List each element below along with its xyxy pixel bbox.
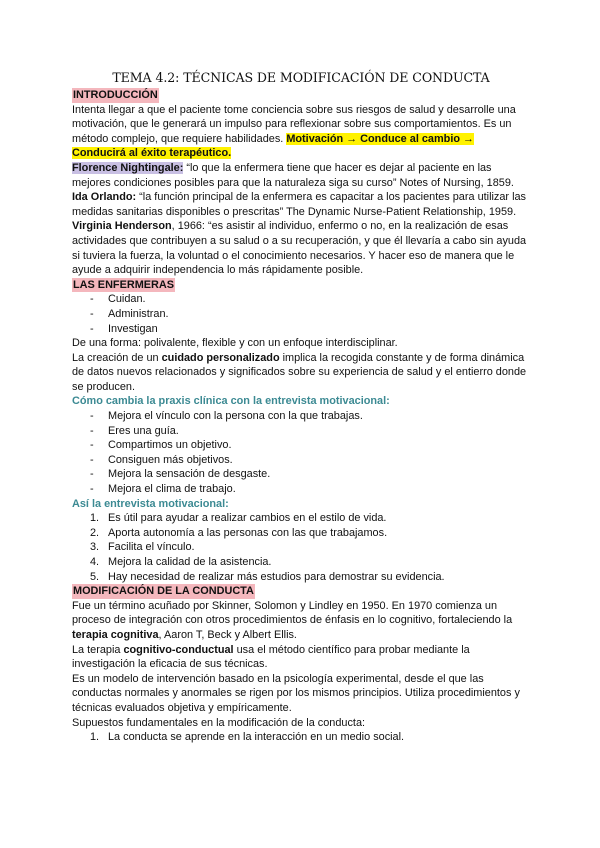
modification-section — [72, 584, 530, 745]
assumptions-list — [72, 730, 530, 745]
care-pre: La creación de un — [72, 351, 162, 364]
nurses-section — [72, 278, 530, 395]
interview-list — [72, 511, 530, 584]
list-item — [72, 526, 530, 541]
list-item — [72, 730, 530, 745]
praxis-list — [72, 409, 530, 497]
p2-bold: cognitivo-conductual — [123, 643, 234, 656]
intro-paragraph — [72, 103, 530, 161]
list-item — [72, 511, 530, 526]
list-item — [72, 555, 530, 570]
p2-post: usa el método científico para probar mediante la investigación la eficacia de sus técnicas. — [72, 643, 470, 671]
modification-p4: Supuestos fundamentales en la modificación de la conducta: — [72, 716, 366, 729]
p1-bold: terapia cognitiva — [72, 628, 159, 641]
praxis-heading: Cómo cambia la praxis clínica con la entrevista motivacional: — [72, 395, 390, 408]
modification-heading: MODIFICACIÓN DE LA CONDUCTA — [73, 585, 254, 598]
nightingale-name: Florence Nightingale: — [72, 161, 184, 174]
henderson-quote: , 1966: “es asistir al individuo, enfermo o no, en la realización de esas actividades que contribuyen a su salud o a su recuperación, y que él llevaría a cabo sin ayuda si tuviera la fuerza, la voluntad o el conocimiento necesarios. Y hacer eso de manera que le ayude a adquirir independencia lo más rápidamente posible. — [72, 220, 527, 277]
nurses-list — [72, 292, 530, 336]
item-number: 3. — [90, 541, 100, 554]
item-text: Facilita el vínculo. — [108, 541, 195, 554]
item-text: La conducta se aprende en la interacción en un medio social. — [108, 731, 405, 744]
list-item — [72, 570, 530, 585]
item-number: 1. — [90, 512, 100, 525]
item-number: 4. — [90, 556, 100, 568]
page-title: TEMA 4.2: TÉCNICAS DE MODIFICACIÓN DE CONDUCTA — [112, 70, 490, 85]
list-item: - Consiguen más objetivos. — [72, 453, 530, 468]
nightingale-quote: “lo que la enfermera tiene que hacer es dejar al paciente en las mejores condiciones posibles para que la naturaleza siga su curso” Notes of Nursing, 1859. — [72, 161, 514, 189]
p1-pre: Fue un término acuñado por Skinner, Solomon y Lindley en 1950. En 1970 comienza un proceso de integración con otros procedimientos de énfasis en lo cognitivo, fortaleciendo la — [72, 599, 513, 627]
orlando-name: Ida Orlando: — [72, 191, 137, 204]
intro-section — [72, 88, 530, 278]
item-text: Aporta autonomía a las personas con las que trabajamos. — [108, 526, 388, 539]
item-text: Hay necesidad de realizar más estudios para demostrar su evidencia. — [108, 570, 445, 583]
praxis-section — [72, 394, 530, 496]
henderson-name: Virginia Henderson — [72, 220, 172, 233]
item-number: 5. — [90, 570, 100, 583]
nurses-heading: LAS ENFERMERAS — [73, 278, 175, 291]
list-item: - Cuidan. — [72, 292, 530, 307]
p2-pre: La terapia — [72, 643, 124, 656]
list-item: - Investigan — [72, 322, 530, 337]
item-number: 1. — [90, 731, 100, 744]
motivation-highlight: Motivación → Conduce al cambio → Conducirá al éxito terapéutico. — [72, 132, 474, 160]
list-item: - Compartimos un objetivo. — [72, 438, 530, 453]
list-item: - Eres una guía. — [72, 424, 530, 439]
p1-post: , Aaron T, Beck y Albert Ellis. — [158, 628, 297, 641]
list-item — [72, 540, 530, 555]
nightingale-paragraph — [72, 161, 530, 190]
modification-p2 — [72, 643, 530, 672]
orlando-quote: “la función principal de la enfermera es capacitar a los pacientes para utilizar las medidas sanitarias disponibles o prescritas” The Dynamic Nurse-Patient Relationship, 1959. — [72, 191, 526, 218]
modification-p3: Es un modelo de intervención basado en la psicología experimental, desde el que las conductas normales y anormales se rigen por los mismos principios. Utiliza procedimientos y técnicas evaluados objetiva y empíricamente. — [72, 672, 520, 714]
henderson-paragraph — [72, 219, 530, 277]
document-page — [72, 70, 530, 745]
modification-p1 — [72, 599, 530, 643]
list-item: - Administran. — [72, 307, 530, 322]
list-item: - Mejora el vínculo con la persona con la que trabajas. — [72, 409, 530, 424]
item-number: 2. — [90, 526, 100, 539]
intro-text: Intenta llegar a que el paciente tome conciencia sobre sus riesgos de salud y desarrolle una motivación, que le generará un impulso para reflexionar sobre sus comportamientos. Es un método complejo, que requiere habilidades. — [72, 103, 516, 145]
item-text: Es útil para ayudar a realizar cambios en el estilo de vida. — [108, 512, 387, 525]
interview-heading: Así la entrevista motivacional: — [72, 497, 229, 510]
form-text: De una forma: polivalente, flexible y con un enfoque interdisciplinar. — [72, 337, 398, 350]
item-text: Mejora la calidad de la asistencia. — [108, 556, 272, 568]
list-item: - Mejora la sensación de desgaste. — [72, 467, 530, 482]
care-bold: cuidado personalizado — [161, 351, 280, 364]
list-item: - Mejora el clima de trabajo. — [72, 482, 530, 497]
intro-heading: INTRODUCCIÓN — [73, 89, 158, 101]
care-paragraph — [72, 351, 530, 395]
interview-section — [72, 497, 530, 585]
care-post: implica la recogida constante y de forma dinámica de datos nuevos relacionados y significados sobre su experiencia de salud y el entierro donde se producen. — [72, 351, 527, 393]
orlando-paragraph — [72, 190, 530, 219]
